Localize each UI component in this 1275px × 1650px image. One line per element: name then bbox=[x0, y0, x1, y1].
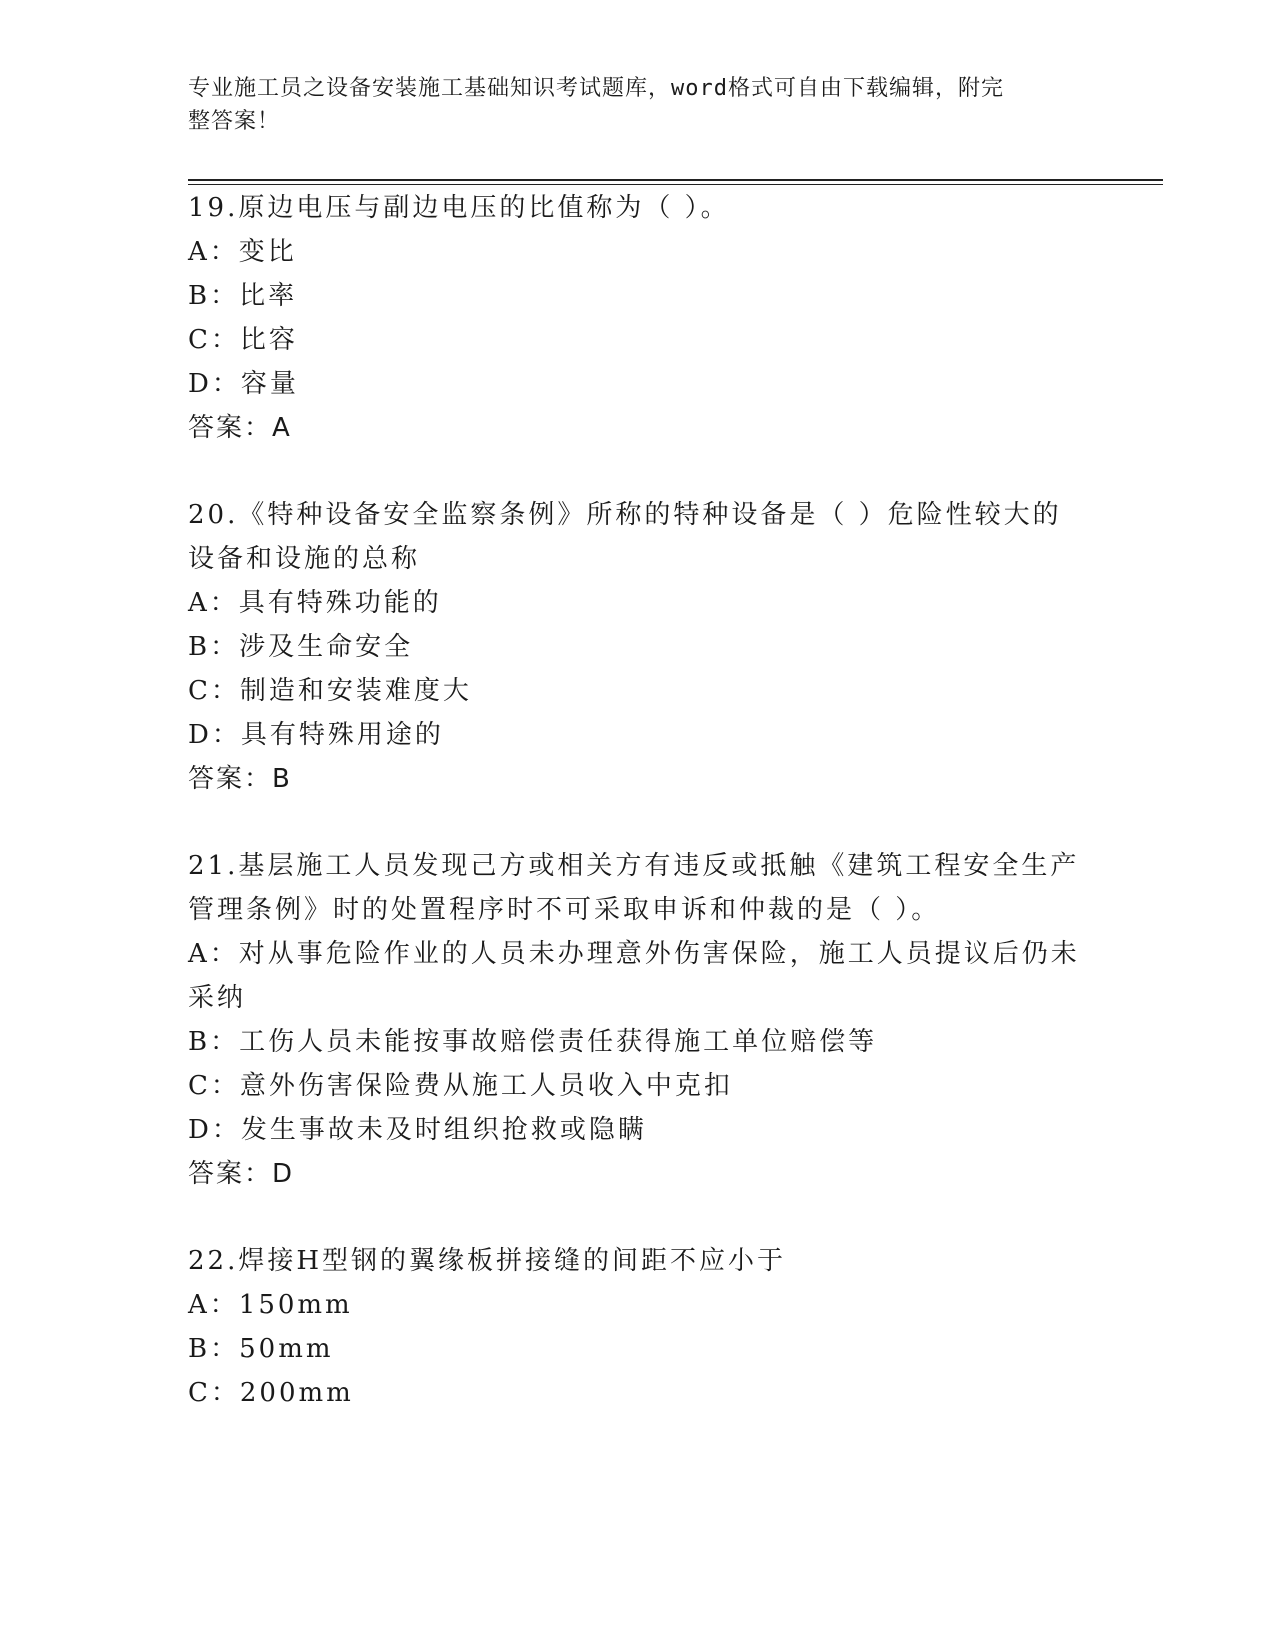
question-21-stem-line-2: 管理条例》时的处置程序时不可采取申诉和仲裁的是（ ）。 bbox=[188, 895, 941, 925]
question-21-option-b: B：工伤人员未能按事故赔偿责任获得施工单位赔偿等 bbox=[188, 1027, 878, 1057]
header-line-1: 专业施工员之设备安装施工基础知识考试题库，word格式可自由下载编辑，附完 bbox=[188, 76, 1004, 101]
question-22-option-c: C：200mm bbox=[188, 1378, 354, 1408]
document-header bbox=[188, 72, 1068, 138]
question-20-stem-line-2: 设备和设施的总称 bbox=[188, 544, 421, 574]
question-22-stem: 22.焊接H型钢的翼缘板拼接缝的间距不应小于 bbox=[188, 1246, 787, 1276]
question-20-option-b: B：涉及生命安全 bbox=[188, 632, 414, 662]
header-divider-thin bbox=[188, 184, 1163, 185]
question-20-option-d: D：具有特殊用途的 bbox=[188, 720, 444, 750]
header-line-2: 整答案！ bbox=[188, 109, 281, 134]
question-20-answer: 答案：B bbox=[188, 764, 292, 794]
question-20-option-a: A：具有特殊功能的 bbox=[188, 588, 442, 618]
question-19-answer: 答案：A bbox=[188, 413, 292, 443]
question-22-option-b: B：50mm bbox=[188, 1334, 334, 1364]
question-19-option-d: D：容量 bbox=[188, 369, 299, 399]
question-19-option-a: A：变比 bbox=[188, 237, 297, 267]
question-20-stem-line-1: 20.《特种设备安全监察条例》所称的特种设备是（ ）危险性较大的 bbox=[188, 500, 1062, 530]
question-19-stem: 19.原边电压与副边电压的比值称为（ ）。 bbox=[188, 193, 730, 223]
question-19-option-b: B：比率 bbox=[188, 281, 298, 311]
question-21-option-d: D：发生事故未及时组织抢救或隐瞒 bbox=[188, 1115, 647, 1145]
question-21-option-a-line-2: 采纳 bbox=[188, 983, 247, 1013]
question-19-option-c: C：比容 bbox=[188, 325, 298, 355]
header-divider-thick bbox=[188, 179, 1163, 181]
question-21-stem-line-1: 21.基层施工人员发现己方或相关方有违反或抵触《建筑工程安全生产 bbox=[188, 851, 1080, 881]
question-21-option-c: C：意外伤害保险费从施工人员收入中克扣 bbox=[188, 1071, 733, 1101]
question-21-option-a-line-1: A：对从事危险作业的人员未办理意外伤害保险，施工人员提议后仍未 bbox=[188, 939, 1080, 969]
question-21-answer: 答案：D bbox=[188, 1159, 295, 1189]
question-20-option-c: C：制造和安装难度大 bbox=[188, 676, 472, 706]
question-22-option-a: A：150mm bbox=[188, 1290, 353, 1320]
